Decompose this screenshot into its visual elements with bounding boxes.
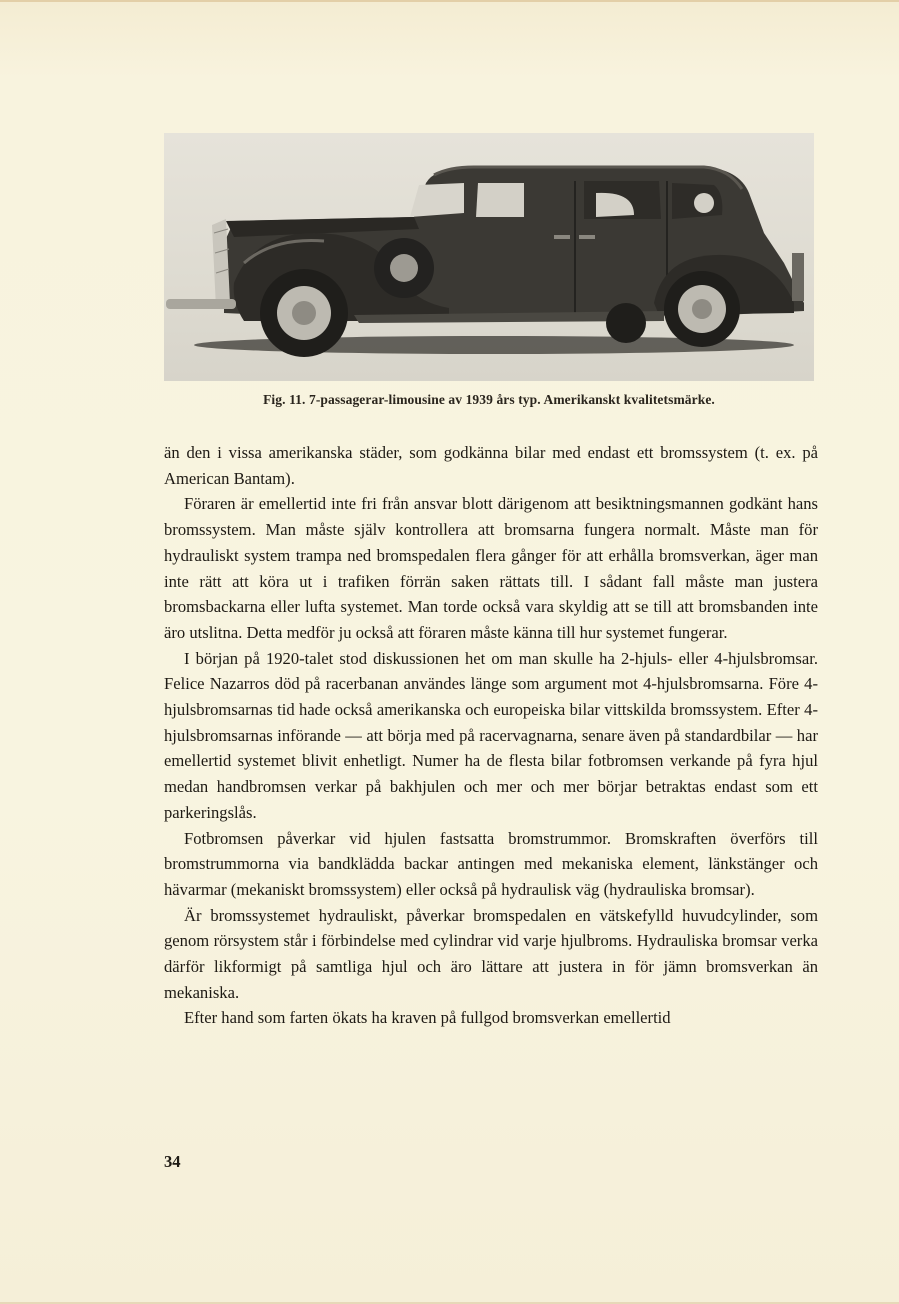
paragraph: Fotbromsen påverkar vid hjulen fastsatta bromstrummor. Bromskraften överförs till bromstrummorna via bandklädda backar antingen med mekaniska element, länkstänger och hävarmar (mekaniskt bromssystem) eller också på hydraulisk väg (hydrauliska bromsar).: [164, 828, 818, 899]
paragraph: Är bromssystemet hydrauliskt, påverkar bromspedalen en vätskefylld huvudcylinder, som genom rörsystem står i förbindelse med cylindrar vid varje hjulbroms. Hydrauliska bromsar verka därför likformigt på samtliga hjul och äro lättare att justera in för jämn bromsverkan än mekaniska.: [164, 905, 818, 1002]
paragraph: Efter hand som farten ökats ha kraven på fullgod bromsverkan emellertid: [184, 1008, 671, 1028]
body-text: [164, 440, 818, 1031]
figure-caption: Fig. 11. 7-passagerar-limousine av 1939 års typ. Amerikanskt kvalitetsmärke.: [263, 392, 715, 407]
page-number: 34: [164, 1152, 181, 1171]
car-photograph: [164, 133, 814, 381]
paragraph: än den i vissa amerikanska städer, som godkänna bilar med endast ett bromssystem (t. ex. på American Bantam).: [164, 443, 818, 488]
paragraph: Föraren är emellertid inte fri från ansvar blott därigenom att besiktningsmannen godkänt hans bromssystem. Man måste själv kontrollera att bromsarna fungera normalt. Måste man för hydrauliskt system trampa ned bromspedalen flera gånger för att erhålla bromsverkan, äger man inte rätt att köra ut i trafiken förrän saken rättats till. I sådant fall måste man justera bromsbackarna eller lufta systemet. Man torde också vara skyldig att se till att bromsbanden inte äro utslitna. Detta medför ju också att föraren måste känna till hur systemet fungerar.: [164, 494, 818, 642]
limousine-illustration: [164, 133, 814, 381]
paragraph: I början på 1920-talet stod diskussionen het om man skulle ha 2-hjuls- eller 4-hjulsbromsar. Felice Nazarros död på racerbanan användes länge som argument mot 4-hjulsbromsarna. Före 4-hjulsbromsarnas tid hade också amerikanska och europeiska bilar vittskilda bromssystem. Efter 4-hjulsbromsarnas införande — att börja med på racervagnarna, senare även på standardbilar — har emellertid systemet blivit enhetligt. Numer ha de flesta bilar fotbromsen verkande på fyra hjul medan handbromsen verkar på bakhjulen och mer och mer börjar betraktas endast som ett parkeringslås.: [164, 648, 818, 822]
